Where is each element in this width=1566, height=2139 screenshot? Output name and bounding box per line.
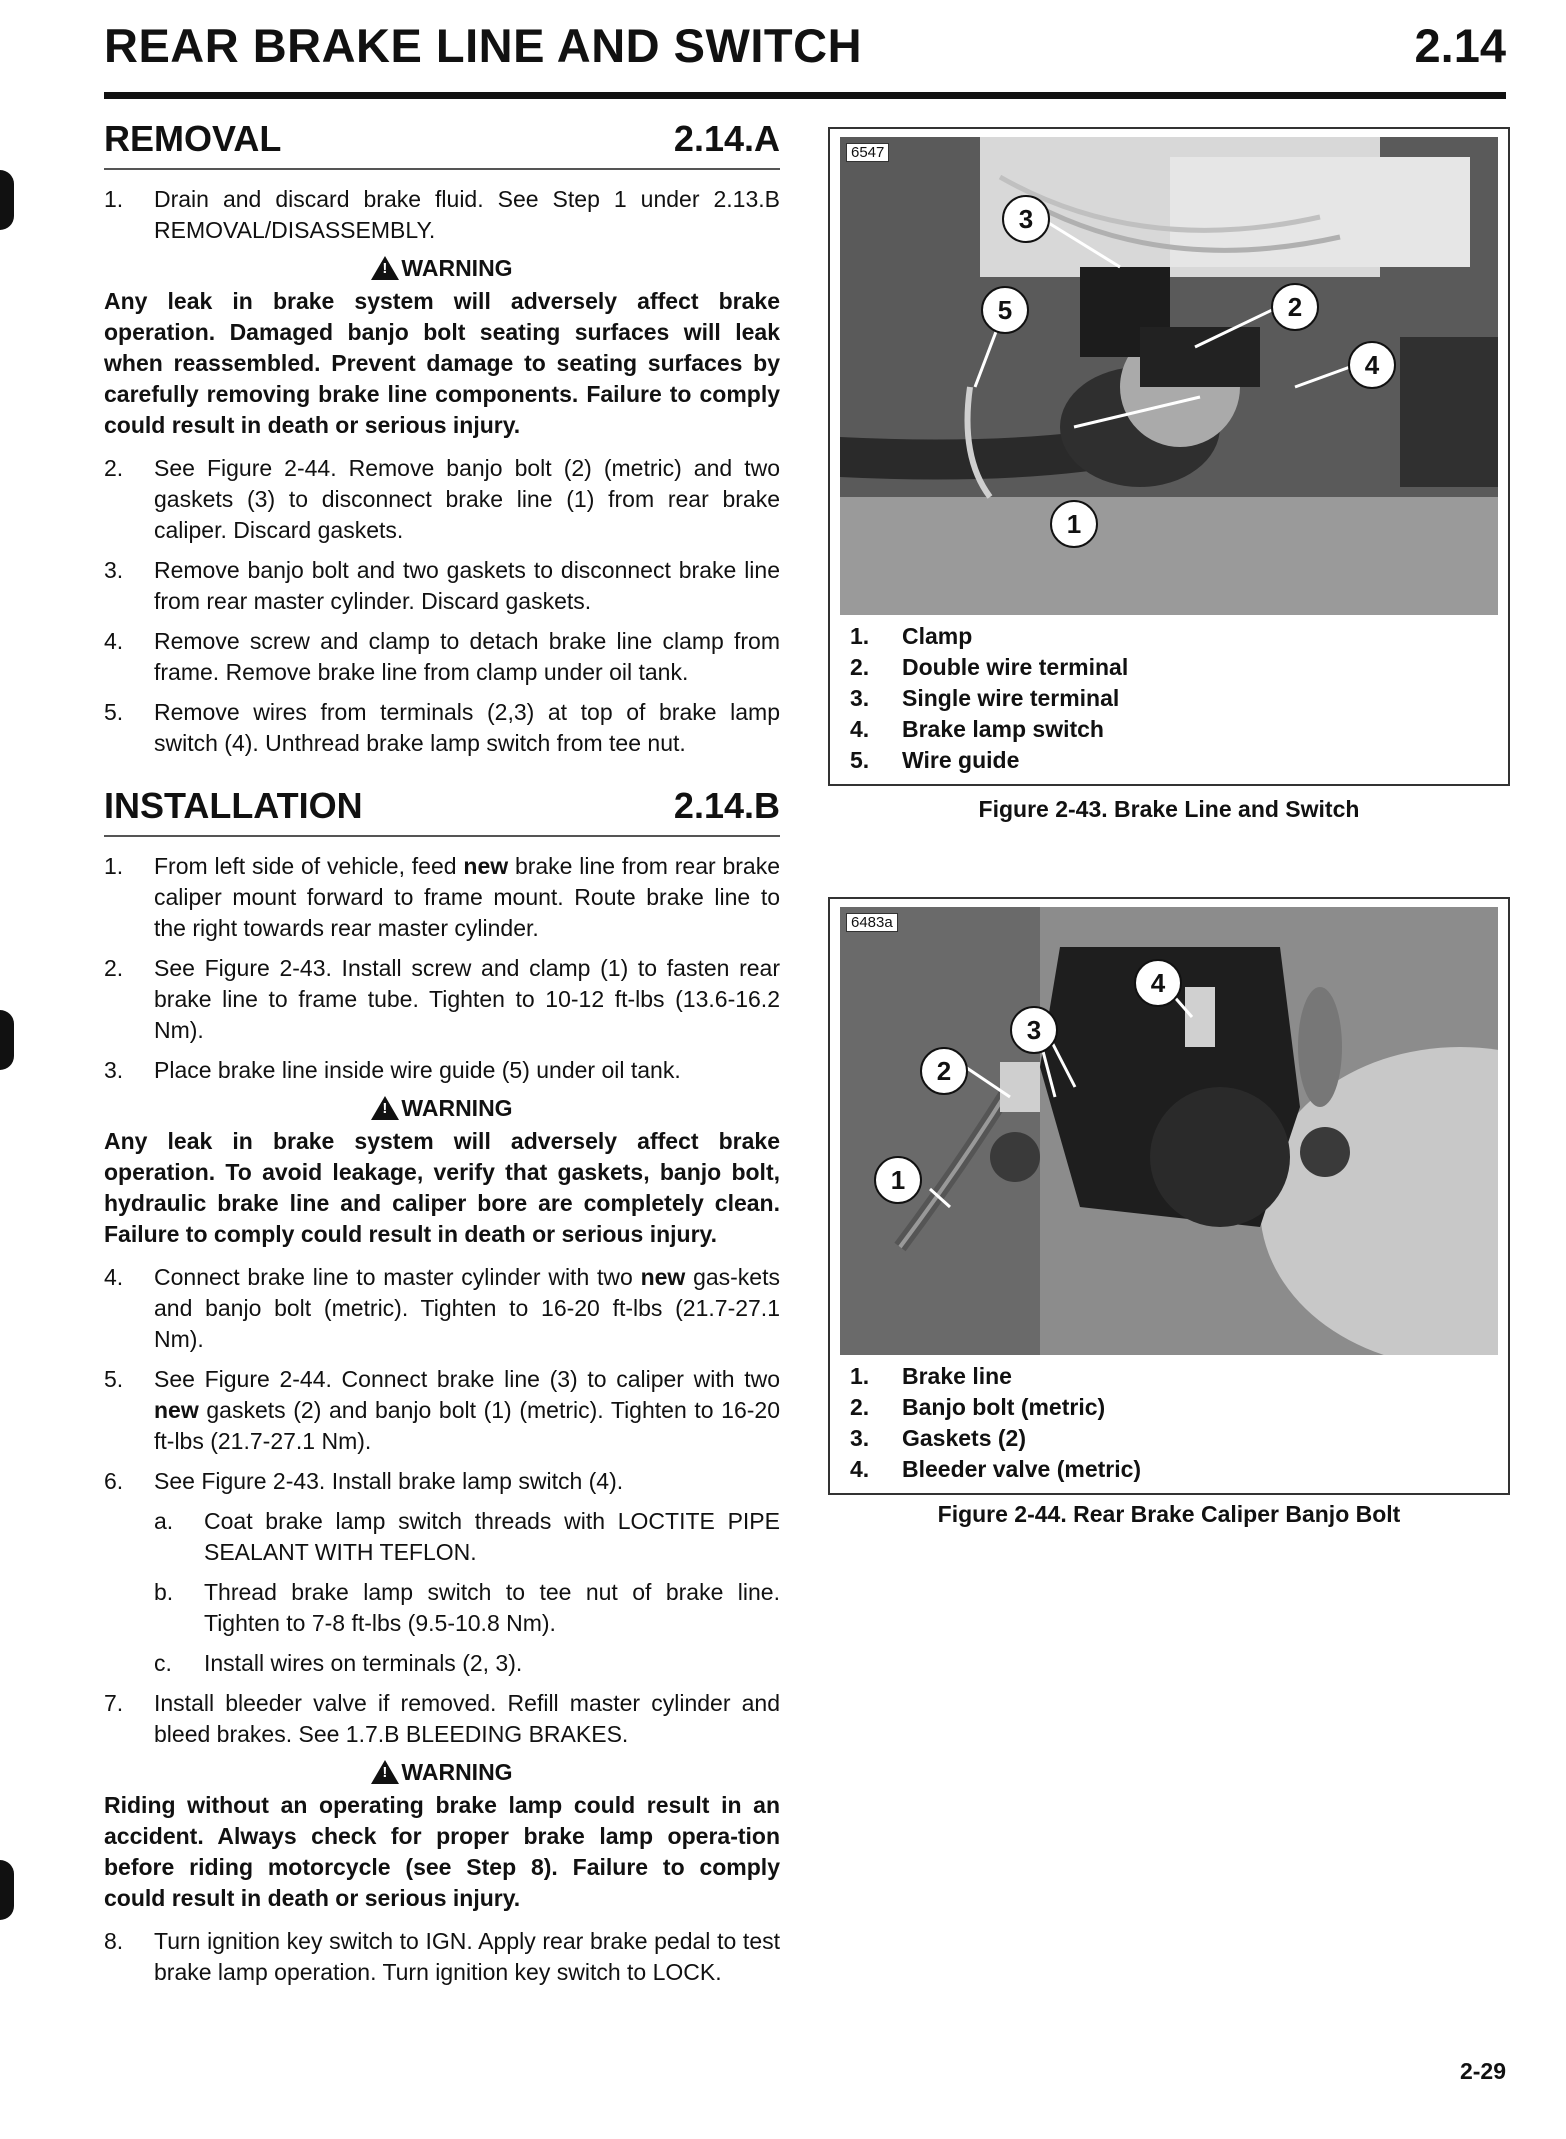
installation-step bbox=[104, 1688, 780, 1750]
step-text: See Figure 2-43. Install screw and clamp (1) to fasten rear brake line to frame tube. Tighten to 10-12 ft-lbs (13.6-16.2 Nm). bbox=[154, 955, 780, 1043]
warning-triangle-icon bbox=[371, 1096, 399, 1120]
chapter-number: 2.14 bbox=[1414, 19, 1506, 72]
step-number: 7. bbox=[104, 1690, 124, 1716]
removal-steps bbox=[104, 184, 780, 246]
binder-hole-mark bbox=[0, 170, 14, 230]
installation-substep bbox=[154, 1577, 780, 1639]
callout-5: 5 bbox=[981, 286, 1029, 334]
installation-step bbox=[104, 851, 780, 944]
substep-letter: c. bbox=[154, 1650, 172, 1676]
step-text: See Figure 2-44. Connect brake line (3) to caliper with two new gaskets (2) and banjo bolt (1) (metric). Tighten to 16-20 ft-lbs (21.7-27.1 Nm). bbox=[154, 1366, 780, 1454]
installation-step bbox=[104, 1466, 780, 1497]
callout-4: 4 bbox=[1134, 959, 1182, 1007]
step-number: 4. bbox=[104, 1264, 124, 1290]
callout-2: 2 bbox=[1271, 283, 1319, 331]
left-column bbox=[104, 118, 780, 1997]
substep-letter: b. bbox=[154, 1579, 174, 1605]
removal-step bbox=[104, 184, 780, 246]
installation-steps bbox=[104, 851, 780, 1086]
step-text: See Figure 2-43. Install brake lamp switch (4). bbox=[154, 1468, 624, 1494]
warning-heading bbox=[104, 255, 780, 282]
figure-2-44-photo bbox=[840, 907, 1498, 1355]
removal-number: 2.14.A bbox=[673, 118, 780, 159]
figure-2-43-photo bbox=[840, 137, 1498, 615]
step-number: 5. bbox=[104, 699, 124, 725]
step-text: Connect brake line to master cylinder with two new gas-kets and banjo bolt (metric). Tighten to 16-20 ft-lbs (21.7-27.1 Nm). bbox=[154, 1264, 780, 1352]
step-text: Remove wires from terminals (2,3) at top of brake lamp switch (4). Unthread brake lamp switch from tee nut. bbox=[154, 699, 780, 756]
installation-heading bbox=[104, 785, 780, 837]
title-rule bbox=[104, 92, 1506, 99]
removal-step bbox=[104, 697, 780, 759]
figure-2-44-caption: Figure 2-44. Rear Brake Caliper Banjo Bolt bbox=[937, 1501, 1401, 1527]
figure-2-43-caption: Figure 2-43. Brake Line and Switch bbox=[978, 796, 1360, 822]
installation-substep bbox=[154, 1648, 780, 1679]
binder-hole-mark bbox=[0, 1010, 14, 1070]
step-text: Remove screw and clamp to detach brake line clamp from frame. Remove brake line from clamp under oil tank. bbox=[154, 628, 780, 685]
step-number: 2. bbox=[104, 955, 124, 981]
callout-4: 4 bbox=[1348, 341, 1396, 389]
callout-1: 1 bbox=[874, 1156, 922, 1204]
step-number: 1. bbox=[104, 186, 124, 212]
step-text: Drain and discard brake fluid. See Step 1 under 2.13.B REMOVAL/DISASSEMBLY. bbox=[154, 186, 780, 243]
warning-triangle-icon bbox=[371, 1760, 399, 1784]
step-number: 3. bbox=[104, 557, 124, 583]
removal-steps bbox=[104, 453, 780, 759]
warning-triangle-icon bbox=[371, 256, 399, 280]
step-text: Install bleeder valve if removed. Refill master cylinder and bleed brakes. See 1.7.B BLEEDING BRAKES. bbox=[154, 1690, 780, 1747]
installation-step bbox=[104, 1364, 780, 1457]
removal-step bbox=[104, 453, 780, 546]
warning-label: WARNING bbox=[401, 1095, 513, 1121]
step-number: 2. bbox=[104, 455, 124, 481]
legend-item: 3. Gaskets (2) bbox=[850, 1425, 1027, 1451]
step-number: 3. bbox=[104, 1057, 124, 1083]
installation-steps bbox=[104, 1926, 780, 1988]
legend-item: 2. Banjo bolt (metric) bbox=[850, 1394, 1106, 1420]
callout-1: 1 bbox=[1050, 500, 1098, 548]
installation-step bbox=[104, 1926, 780, 1988]
step-text: From left side of vehicle, feed new brake line from rear brake caliper mount forward to frame mount. Route brake line to the right towards rear master cylinder. bbox=[154, 853, 780, 941]
legend-item: 4. Bleeder valve (metric) bbox=[850, 1456, 1142, 1482]
removal-step bbox=[104, 555, 780, 617]
substep-text: Thread brake lamp switch to tee nut of brake line. Tighten to 7-8 ft-lbs (9.5-10.8 Nm). bbox=[204, 1579, 780, 1636]
legend-item: 5. Wire guide bbox=[850, 747, 1020, 773]
warning-label: WARNING bbox=[401, 255, 513, 281]
warning-text: Any leak in brake system will adversely affect brake operation. To avoid leakage, verify that gaskets, banjo bolt, hydraulic brake line and caliper bore are completely clean. Failure to comply could result in death or serious injury. bbox=[104, 1128, 780, 1247]
step-text: Place brake line inside wire guide (5) under oil tank. bbox=[154, 1057, 681, 1083]
binder-hole-mark bbox=[0, 1860, 14, 1920]
figure-2-43-legend bbox=[830, 621, 1508, 776]
page-title: REAR BRAKE LINE AND SWITCH bbox=[104, 19, 863, 72]
installation-number: 2.14.B bbox=[673, 785, 780, 826]
step-number: 1. bbox=[104, 853, 124, 879]
figure-2-44 bbox=[828, 897, 1510, 1495]
installation-substep bbox=[154, 1506, 780, 1568]
warning-text: Riding without an operating brake lamp could result in an accident. Always check for proper brake lamp opera-tion before riding motorcycle (see Step 8). Failure to comply could result in death or serious injury. bbox=[104, 1792, 780, 1911]
warning-heading bbox=[104, 1759, 780, 1786]
callout-3: 3 bbox=[1002, 195, 1050, 243]
installation-steps bbox=[104, 1262, 780, 1497]
installation-step bbox=[104, 1262, 780, 1355]
installation-step bbox=[104, 953, 780, 1046]
step-number: 4. bbox=[104, 628, 124, 654]
brake-switch-photo bbox=[840, 137, 1498, 615]
legend-item: 1. Brake line bbox=[850, 1363, 1012, 1389]
warning-heading bbox=[104, 1095, 780, 1122]
step-text: Remove banjo bolt and two gaskets to disconnect brake line from rear master cylinder. Discard gaskets. bbox=[154, 557, 780, 614]
substep-letter: a. bbox=[154, 1508, 174, 1534]
step-number: 8. bbox=[104, 1928, 124, 1954]
step-text: Turn ignition key switch to IGN. Apply rear brake pedal to test brake lamp operation. Turn ignition key switch to LOCK. bbox=[154, 1928, 780, 1985]
installation-steps bbox=[104, 1688, 780, 1750]
step-number: 5. bbox=[104, 1366, 124, 1392]
substep-text: Coat brake lamp switch threads with LOCTITE PIPE SEALANT WITH TEFLON. bbox=[204, 1508, 780, 1565]
legend-item: 1. Clamp bbox=[850, 623, 973, 649]
installation-substeps bbox=[104, 1506, 780, 1679]
step-number: 6. bbox=[104, 1468, 124, 1494]
legend-item: 3. Single wire terminal bbox=[850, 685, 1120, 711]
installation-title: INSTALLATION bbox=[104, 785, 363, 826]
photo-id-label: 6547 bbox=[846, 143, 889, 162]
figure-2-44-legend bbox=[830, 1361, 1508, 1485]
photo-id-label: 6483a bbox=[846, 913, 898, 932]
legend-item: 2. Double wire terminal bbox=[850, 654, 1129, 680]
legend-item: 4. Brake lamp switch bbox=[850, 716, 1104, 742]
removal-title: REMOVAL bbox=[104, 118, 282, 159]
page-number: 2-29 bbox=[1459, 2058, 1506, 2084]
removal-heading bbox=[104, 118, 780, 170]
warning-text: Any leak in brake system will adversely affect brake operation. Damaged banjo bolt seating surfaces will leak when reassembled. Prevent damage to seating surfaces by carefully removing brake line components. Failure to comply could result in death or serious injury. bbox=[104, 288, 780, 438]
warning-label: WARNING bbox=[401, 1759, 513, 1785]
substep-text: Install wires on terminals (2, 3). bbox=[204, 1650, 523, 1676]
callout-3: 3 bbox=[1010, 1006, 1058, 1054]
step-text: See Figure 2-44. Remove banjo bolt (2) (metric) and two gaskets (3) to disconnect brake line (1) from rear brake caliper. Discard gaskets. bbox=[154, 455, 780, 543]
callout-2: 2 bbox=[920, 1047, 968, 1095]
figure-2-43 bbox=[828, 127, 1510, 786]
installation-step bbox=[104, 1055, 780, 1086]
removal-step bbox=[104, 626, 780, 688]
